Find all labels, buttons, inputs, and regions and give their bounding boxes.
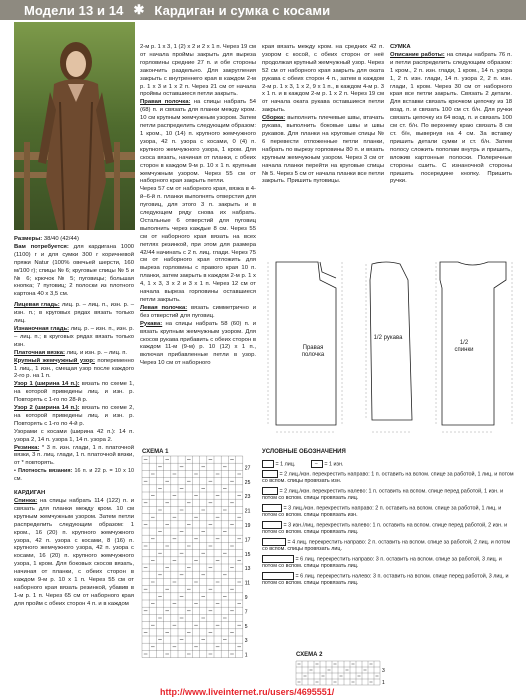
source-url[interactable]: http://www.liveinternet.ru/users/4695551/ — [160, 687, 335, 697]
star-icon: ✱ — [133, 2, 145, 17]
svg-text:3: 3 — [244, 638, 248, 645]
svg-text:25: 25 — [244, 479, 251, 486]
diagram-back-label: 1/2 спинки — [454, 340, 474, 353]
svg-text:17: 17 — [244, 537, 251, 544]
legend-row-1: = 1 лиц. – = 1 изн. — [262, 460, 344, 468]
legend-title: УСЛОВНЫЕ ОБОЗНАЧЕНИЯ — [262, 449, 346, 455]
svg-text:5: 5 — [244, 623, 248, 630]
page-header — [0, 0, 526, 20]
svg-text:1: 1 — [382, 680, 385, 686]
schema1-title: СХЕМА 1 — [142, 449, 169, 455]
text-column-3: края вязать между кром. на средних 42 п. узором с косой, с обеих сторон от неё продолжая крупный жемчужный узор. Через 52 см от наборного края закрыть для оката рукава с обеих сторон 4 п., затем в каждом 2-м р. 1 х 3, 1 х 2, 9 х 1 п., в каждом 4-м р. 3 х 1 п. и в каждом 2-м р. 1 х 2 п. Через 19 см от начала оката рукава оставшиеся петли закрыть. Сборка: выполнить плечевые швы, втачать рукава, выполнить боковые швы и швы рукавов. Для планки на круговые спицы № 6 перевести отложенные петли планки, набрать по вырезу горловины 80 п. и вязать крупным жемчужным узором. Через 3 см от начала планки перейти на круговые спицы № 5. Через 5 см от начала планки все петли закрыть. Пришить пуговицы. — [262, 44, 384, 185]
svg-text:23: 23 — [244, 494, 251, 501]
model-photo — [14, 22, 135, 230]
svg-text:15: 15 — [244, 551, 251, 558]
svg-text:21: 21 — [244, 508, 251, 515]
diagram-right-front-label: Правая полочка — [301, 345, 325, 358]
schema2-title: СХЕМА 2 — [296, 652, 323, 658]
svg-text:27: 27 — [244, 465, 251, 472]
svg-text:11: 11 — [244, 580, 251, 587]
page-title: Кардиган и сумка с косами — [154, 2, 331, 18]
text-column-2: 2-м р. 1 х 3, 1 (2) х 2 и 2 х 1 п. Через 19 см от начала проймы закрыть для выреза горловины средние 27 п. и обе стороны закончить раздельно. Для закругления закрыть с внутреннего края в каждом 2-м р. 1 х 3 и 1 х 2 п. Через 21 см от начала проймы оставшиеся петли закрыть. Правая полочка: на спицы набрать 54 (68) п. и связать для планки между кром. 10 см крупным жемчужным узором. Затем петли распределить следующим образом: 1 кром., 10 (14) п. крупного жемчужного узора, 42 п. узора с косами, 0 (4) п. крупного жемчужного узора, 1 кром. Для скоса вязать, начиная от планки, с обеих сторон в каждом 9-м р. 10 х 1 п. крупным жемчужным узором. Через 55 см от наборного края закрыть петли. Через 57 см от наборного края, вязка в 4-й–6-й п. планки выполнять отверстия для пуговиц, для этого 3 п. закрыть и в следующем ряду снова их набрать. Остальные 6 отверстий для пуговиц выполнить через каждые 8 см. Через 55 см от наборного края вязать на всех петлях резинкой, при этом для размера 42/44 начинать с 2 п. лиц. глади. Через 75 см от наборного края отложить для выреза горловины с правого края 10 п. планки, затем закрыть в каждом 2-м р. 1 х 4, 1 х 3, 3 х 2 и 3 х 1 п. Через 12 см от начала выреза горловины оставшиеся петли закрыть. Левая полочка: вязать симметрично и без отверстий для пуговиц. Рукава: на спицы набрать 58 (60) п. и вязать крупным жемчужным узором. Для скосов рукава прибавить с обеих сторон в каждом 11-м (9-м) р. 10 (12) х 1 п., включая прибавленные петли в узор. Через 10 см от наборного — [140, 44, 257, 367]
svg-text:13: 13 — [244, 566, 251, 573]
models-title: Модели 13 и 14 — [24, 2, 124, 18]
diagram-sleeve-label: 1/2 рукава — [373, 335, 403, 341]
schema1-grid — [142, 456, 251, 683]
schema2-grid — [296, 661, 402, 687]
svg-text:19: 19 — [244, 523, 251, 529]
svg-text:7: 7 — [244, 609, 248, 616]
svg-text:1: 1 — [244, 652, 248, 659]
svg-text:9: 9 — [244, 595, 248, 601]
text-column-1: Размеры: 38/40 (42/44) Вам потребуется: для кардигана 1000 (1100) г и для сумки 300 г коричневой пряжи Natur (100% овечьей шерсти, 160 м/100 г); спицы № 6; круговые спицы № 5 и № 6; крючок № 5; пуговицы; большая кнопка; 7 пуговиц; 2 полоски из плотного картона 40 х 3,5 см. Лицевая гладь: лиц. р. – лиц. п., изн. р. – изн. п.; в круговых рядах вязать только лиц. Изнаночная гладь: лиц. р. – изн. п., изн. р. – лиц. п.; в круговых рядах вязать только изн. Платочная вязка: лиц. и изн. р. – лиц. п. Крупный жемчужный узор: попеременно 1 лиц., 1 изн., смещая узор после каждого 2-го р. на 1 п. Узор 1 (ширина 14 п.): вязать по схеме 1, на которой приведены лиц. и изн. р. Повторять с 1-го по 28-й р. Узор 2 (ширина 14 п.): вязать по схеме 2, на которой приведены лиц. и изн. р. Повторять с 1-го по 4-й р. Узорами с косами (ширина 42 п.): 14 п. узора 2, 14 п. узора 1, 14 п. узора 2. Резинка: * 3 п. изн. глади, 1 п. платочной вязки, 3 п. лиц. глади, 1 п. платочной вязки, от * повторять. • Плотность вязания: 16 п. и 22 р. = 10 х 10 см. КАРДИГАН Спинка: на спицы набрать 114 (122) п. и связать для планки между кром. 10 см крупным жемчужным узором. Затем петли распределить следующим образом: 1 кром., 16 (20) п. крупного жемчужного узора, 42 п. узора с косами, 8 (16) п. крупного жемчужного узора, 42 п. узора с косами, 16 (20) п. крупного жемчужного узора, 1 кром. Для боковых скосов вязать, начиная от планки, с обеих сторон в каждом 9-м р. 10 х 1 п. Через 55 см от наборного края вязать резинкой, убавив в 1-м р. 1 п. Через 65 см от наборного края для пройм с обеих сторон 4 п. и в каждом — [14, 236, 134, 607]
legend-list: = 2 лиц./изн. перекрестить направо: 1 п. оставить на вспом. спице за работой, 1 лиц. и потом со вспом. спицы провязать изн. = 2 лиц./изн. перекрестить налево: 1 п. оставить на вспом. спице перед работой, 1 изн. и потом со вспом. спицы провязать лиц. = 3 лиц./изн. перекрестить направо: 2 п. оставить на вспом. спице за работой, 1 лиц. и потом со вспом. спицы провязать изн. = 3 изн./лиц. перекрестить налево: 1 п. оставить на вспом. спице перед работой, 2 изн. и потом со вспом. спицы провязать лиц. = 4 лиц. перекрестить направо: 2 п. оставить на вспом. спице за работой, 2 лиц. и потом со вспом. спицы провязать лиц. = 6 лиц. перекрестить направо: 3 п. оставить на вспом. спице за работой, 3 лиц. и потом со вспом. спицы провязать лиц. = 6 лиц. перекрестить налево: 3 п. оставить на вспом. спице перед работой, 3 лиц. и потом со вспом. спицы провязать лиц. — [262, 471, 514, 587]
svg-text:3: 3 — [382, 668, 385, 674]
text-column-4: СУМКА Описание работы: на спицы набрать 76 п. и петли распределить следующим образом: 1 кром., 2 п. изн. глади, 1 кром., 14 п. узора 1, 2 п. изн. глади, 14 п. узора 2, 2 п. изн. глади, 1 кром. Через 30 см от наборного края все петли закрыть. Связать 2 детали. Для вставки связать крючком цепочку из 18 возд. п. и связать 100 см ст. б/н. Для ручки связать цепочку из 64 возд. п. и связать 100 см ст. б/н. По верхнему краю связать 8 см ст. б/н, вывернув на 4 см. За вставку пришить детали сумки и ст. б/н. Затем полосу сложить пополам внутрь и пришить, вложив картонные полоски. Полеречные стороны сшить. С изнаночной стороны пришить посередине кнопку. Пришить ручки. — [390, 44, 512, 185]
